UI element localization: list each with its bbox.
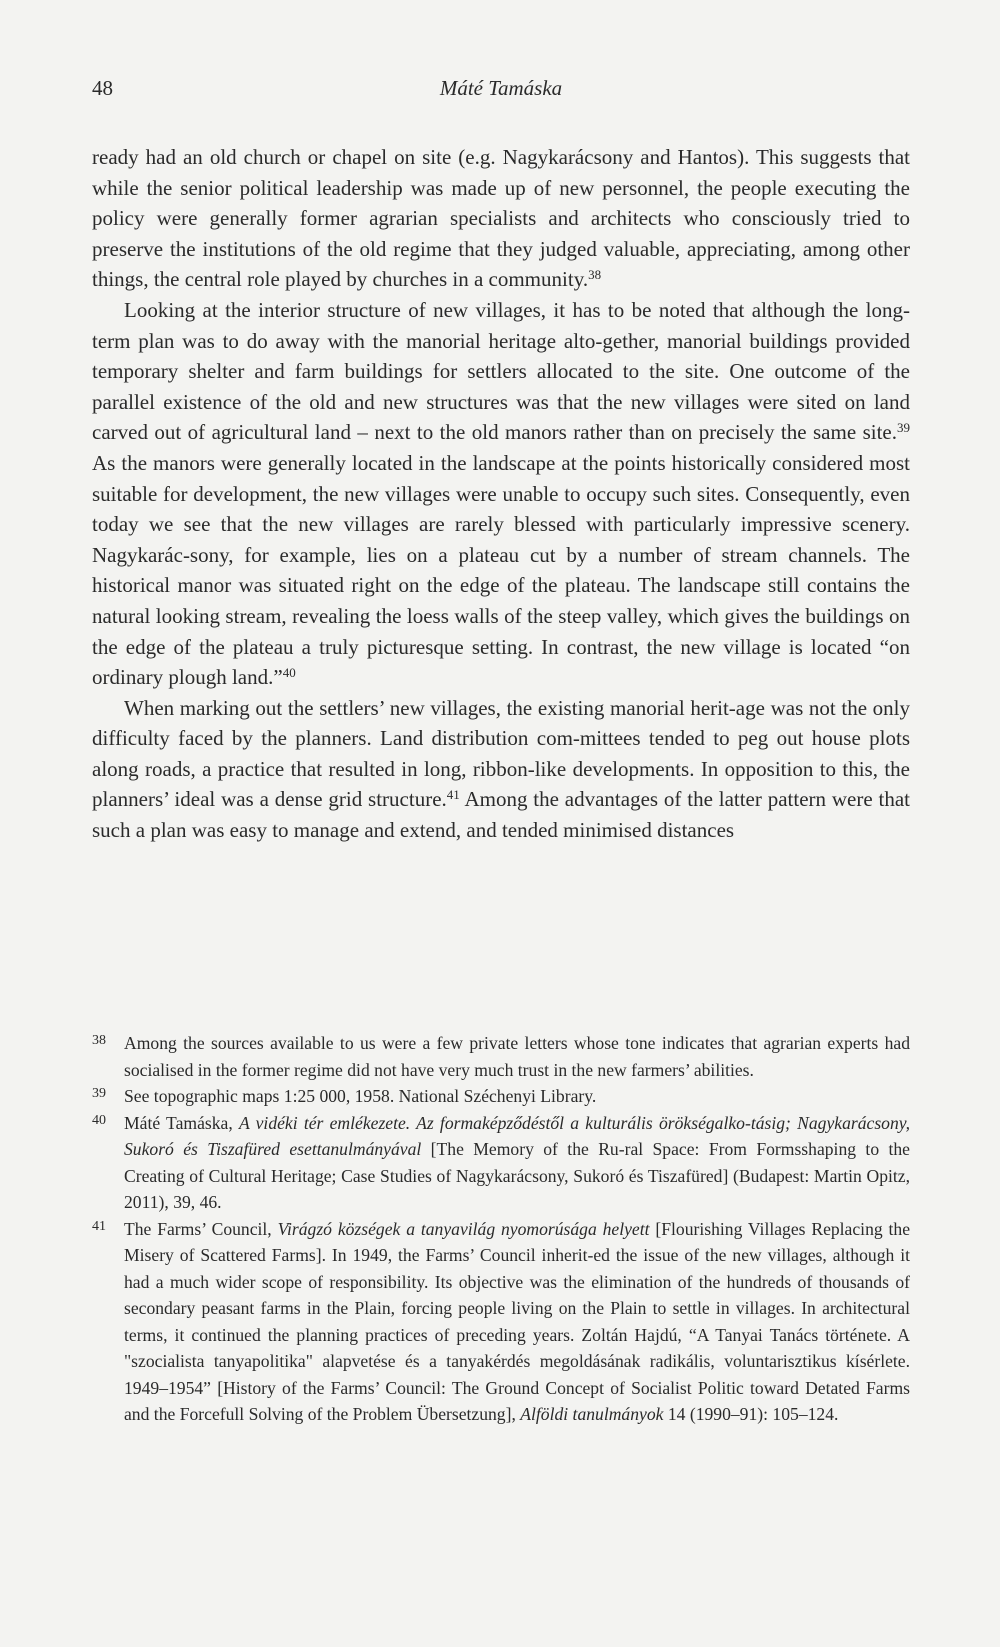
footnote-number: 38	[92, 1033, 106, 1048]
footnotes	[92, 1030, 910, 1428]
footnote	[92, 1083, 910, 1110]
page-header	[92, 76, 910, 110]
paragraph-text: As the manors were generally located in the landscape at the points historically considered most suitable for development, the new villages were unable to occupy such sites. Consequently, even today we see that the new villages are rarely blessed with particularly impressive scenery. Nagykarác-sony, for example, lies on a plateau cut by a number of stream channels. The historical manor was situated right on the edge of the plateau. The landscape still contains the natural looking stream, revealing the loess walls of the steep valley, which gives the buildings on the edge of the plateau a truly picturesque setting. In contrast, the new village is located “on ordinary plough land.”	[92, 450, 910, 690]
footnote-number: 39	[92, 1086, 106, 1101]
footnote-ref: 39	[897, 420, 910, 436]
paragraph-text: ready had an old church or chapel on site (e.g. Nagykarácsony and Hantos). This suggests that while the senior political leadership was made up of new personnel, the people executing the policy were generally former agrarian specialists and architects who consciously tried to preserve the institutions of the old regime that they judged valuable, appreciating, among other things, the central role played by churches in a community.	[92, 145, 910, 292]
footnote	[92, 1030, 910, 1083]
footnote	[92, 1110, 910, 1216]
paragraph	[92, 693, 910, 846]
footnote-ref: 41	[446, 787, 460, 803]
footnote-text: See topographic maps 1:25 000, 1958. National Széchenyi Library.	[124, 1086, 597, 1106]
journal-title: Alföldi tanulmányok	[520, 1404, 664, 1424]
citation-details: [The Memory of the Ru-ral Space: From Formsshaping to the Creating of Cultural Heritage; Case Studies of Nagykarácsony, Sukoró és Tiszafüred] (Budapest: Martin Opitz, 2011), 39, 46.	[124, 1139, 910, 1212]
citation-author: The Farms’ Council,	[124, 1218, 278, 1239]
citation-details: 14 (1990–91): 105–124.	[663, 1404, 839, 1424]
paragraph-text: Among the advantages of the latter pattern were that such a plan was easy to manage and extend, and tended minimised distances	[92, 787, 910, 843]
footnote-ref: 40	[282, 665, 296, 681]
footnote-text: Among the sources available to us were a few private letters whose tone indicates that agrarian experts had socialised in the former regime did not have very much trust in the new farmers’ abilities.	[124, 1033, 910, 1080]
citation-title: A vidéki tér emlékezete. Az formaképződéstől a kulturális örökségalko-tásig; Nagykarácsony, Sukoró és Tiszafüred esettanulmányával	[124, 1112, 910, 1159]
body-text	[92, 142, 910, 846]
page-number: 48	[92, 76, 113, 100]
footnote	[92, 1216, 910, 1428]
footnote-text	[124, 1110, 910, 1216]
footnote-number: 40	[92, 1112, 106, 1128]
citation-details: [Flourishing Villages Replacing the Misery of Scattered Farms]. In 1949, the Farms’ Council inherit-ed the issue of the new villages, although it had a much wider scope of responsibility. Its objective was the elimination of the hundreds of thousands of secondary peasant farms in the Plain, forcing people living on the Plain to settle in villages. In architectural terms, it continued the planning practices of preceding years. Zoltán Hajdú, “A Tanyai Tanács története. A "szocialista tanyapolitika" alapvetése és a tanyakérdés megoldásának radikális, voluntarisztikus kísérlete. 1949–1954” [History of the Farms’ Council: The Ground Concept of Socialist Politic toward Detated Farms and the Forcefull Solving of the Problem Übersetzung],	[124, 1218, 911, 1424]
paragraph-text: When marking out the settlers’ new villages, the existing manorial herit-age was not the only difficulty faced by the planners. Land distribution com-mittees tended to peg out house plots along roads, a practice that resulted in long, ribbon-like developments. In opposition to this, the planners’ ideal was a dense grid structure.	[92, 695, 910, 812]
footnote-text	[124, 1216, 910, 1428]
footnote-number: 41	[92, 1218, 106, 1234]
citation-author: Máté Tamáska,	[124, 1112, 239, 1133]
paragraph	[92, 295, 910, 693]
paragraph	[92, 142, 910, 295]
citation-title: Virágzó községek a tanyavilág nyomorúsága helyett	[277, 1218, 650, 1239]
paragraph-text: Looking at the interior structure of new villages, it has to be noted that although the long-term plan was to do away with the manorial heritage alto-gether, manorial buildings provided temporary shelter and farm buildings for settlers allocated to the site. One outcome of the parallel existence of the old and new structures was that the new villages were sited on land carved out of agricultural land – next to the old manors rather than on precisely the same site.	[92, 297, 910, 445]
running-head: Máté Tamáska	[439, 76, 563, 100]
footnote-ref: 38	[588, 267, 602, 283]
